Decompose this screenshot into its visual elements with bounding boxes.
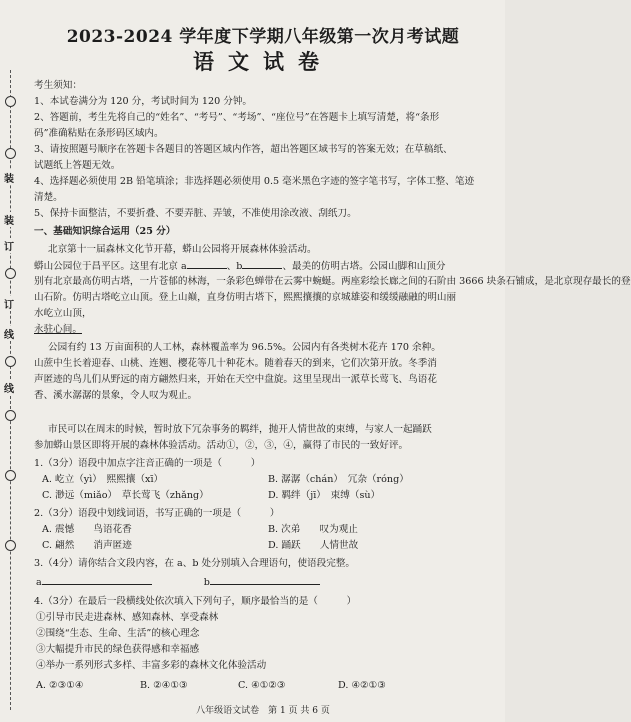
- passage-line-1: 北京第十一届森林文化节开幕，蟒山公园将开展森林体验活动。: [48, 244, 317, 255]
- notice-item-5: 5、保持卡面整洁，不要折叠、不要弄脏、弄皱，不准使用涂改液、刮纸刀。: [34, 208, 357, 219]
- passage-line-3: 别有北京最高仿明古塔，一片苍郁的林海，一条彩色蝉带在云雾中蜿蜒。两座彩绘长廊之间的石阶由 3666 块条石铺成，是北京现存最长的登: [34, 276, 631, 287]
- notice-item-2a: 2、答题前，考生先将自己的“姓名”、“考号”、“考场”、“座位号”在答题卡上填写清楚，将“条形: [34, 112, 440, 123]
- q4-option-c[interactable]: C. ④①②③: [238, 680, 286, 691]
- section-1-heading: 一、基础知识综合运用（25 分）: [34, 226, 176, 237]
- q3-stem: 3.（4分）请你结合文段内容，在 a、b 处分别填入合理语句，使语段完整。: [34, 558, 356, 569]
- q4-item-4: ④举办一系列形式多样、丰富多彩的森林文化体验活动: [36, 660, 267, 671]
- q4-option-a[interactable]: A. ②③①④: [36, 680, 84, 691]
- q2-option-d[interactable]: D. 踊跃 人情世故: [268, 540, 359, 551]
- q4-option-b[interactable]: B. ②④①③: [140, 680, 188, 691]
- page-footer: 八年级语文试卷 第 1 页 共 6 页: [196, 706, 330, 716]
- binding-circle: [5, 148, 16, 159]
- binding-circle: [5, 268, 16, 279]
- binding-circle: [5, 540, 16, 551]
- q1-stem: 1.（3分）语段中加点字注音正确的一项是（ ）: [34, 458, 261, 469]
- binding-circle: [5, 410, 16, 421]
- passage-line-6: 永驻心间。: [34, 324, 82, 335]
- q4-item-1: ①引导市民走进森林、感知森林、享受森林: [36, 612, 219, 623]
- notice-item-2b: 码”准确粘贴在条形码区域内。: [34, 128, 164, 139]
- q3-answer-lines[interactable]: a b: [36, 574, 320, 591]
- q4-item-3: ③大幅提升市民的绿色获得感和幸福感: [36, 644, 200, 655]
- q2-option-b[interactable]: B. 次弟 叹为观止: [268, 524, 358, 535]
- notice-item-3b: 试题纸上答题无效。: [34, 160, 121, 171]
- q1-option-c[interactable]: C. 渺远（miǎo） 草长莺飞（zhǎng）: [42, 490, 209, 501]
- passage-line-5: 水屹立山顶，: [34, 308, 92, 319]
- q4-option-d[interactable]: D. ④②①③: [338, 680, 386, 691]
- passage-line-9: 声匿迹的鸟儿们从野远的南方翩然归来，开始在天空中盘旋。这里呈现出一派草长莺飞、鸟语花: [34, 374, 437, 385]
- passage-line-8: 山蔗中生长着迎春、山桃、连翘、樱花等几十种花木。随着春天的到来，它们次第开放。冬季消: [34, 358, 437, 369]
- binding-char-5: 线: [0, 326, 18, 341]
- binding-char-4: 订: [0, 296, 18, 311]
- q1-option-b[interactable]: B. 潺潺（chán） 冗杂（róng）: [268, 474, 409, 485]
- binding-circle: [5, 356, 16, 367]
- passage-line-4: 山石阶。仿明古塔屹立山顶。登上山巅，直身仿明古塔下，熙熙攘攘的京城雄姿和缓缓融融的明山丽: [34, 292, 457, 303]
- binding-margin: [0, 0, 24, 722]
- q1-option-a[interactable]: A. 屹立（yì） 熙熙攘（xī）: [42, 474, 164, 485]
- q2-option-c[interactable]: C. 翩然 消声匿迹: [42, 540, 132, 551]
- binding-char-6: 线: [0, 380, 18, 395]
- passage-line-10: 香、溪水潺潺的景象，令人叹为观止。: [34, 390, 198, 401]
- binding-char-3: 订: [0, 238, 18, 253]
- notice-heading: 考生须知：: [34, 80, 82, 91]
- q4-stem: 4.（3分）在最后一段横线处依次填入下列句子，顺序最恰当的是（ ）: [34, 596, 357, 607]
- q2-stem: 2.（3分）语段中划线词语，书写正确的一项是（ ）: [34, 508, 280, 519]
- binding-char-1: 装: [0, 170, 18, 185]
- binding-char-2: 装: [0, 212, 18, 227]
- passage-line-13: 参加蟒山景区即将开展的森林体验活动。活动①，②，③，④，赢得了市民的一致好评。: [34, 440, 409, 451]
- q4-item-2: ②围绕“生态、生命、生活”的核心理念: [36, 628, 200, 639]
- binding-circle: [5, 96, 16, 107]
- passage-line-7: 公园有约 13 万亩面积的人工林，森林覆盖率为 96.5%。公园内有各类树木花卉 170 余种。: [48, 342, 441, 353]
- binding-circle: [5, 470, 16, 481]
- passage-line-12: 市民可以在周末的时候，暂时放下冗杂事务的羁绊，抛开人情世故的束缚，与家人一起踊跃: [48, 424, 432, 435]
- notice-item-3a: 3、请按照题号顺序在答题卡各题目的答题区域内作答，超出答题区域书写的答案无效；在草稿纸、: [34, 144, 453, 155]
- q2-option-a[interactable]: A. 震憾 鸟语花香: [42, 524, 132, 535]
- notice-item-1: 1、本试卷满分为 120 分，考试时间为 120 分钟。: [34, 96, 253, 107]
- exam-title: 2023-2024 学年度下学期八年级第一次月考试题: [66, 27, 460, 47]
- q1-option-d[interactable]: D. 羁绊（jī） 束缚（sù）: [268, 490, 381, 501]
- notice-item-4a: 4、选择题必须使用 2B 铅笔填涂；非选择题必须使用 0.5 毫米黑色字迹的签字笔书写，字体工整、笔迹: [34, 176, 475, 187]
- notice-item-4b: 清楚。: [34, 192, 63, 203]
- exam-subject: 语文试卷: [193, 49, 333, 74]
- passage-line-2: 蟒山公园位于昌平区。这里有北京 a 、b 、最美的仿明古塔。公园山脚和山顶分: [34, 258, 446, 275]
